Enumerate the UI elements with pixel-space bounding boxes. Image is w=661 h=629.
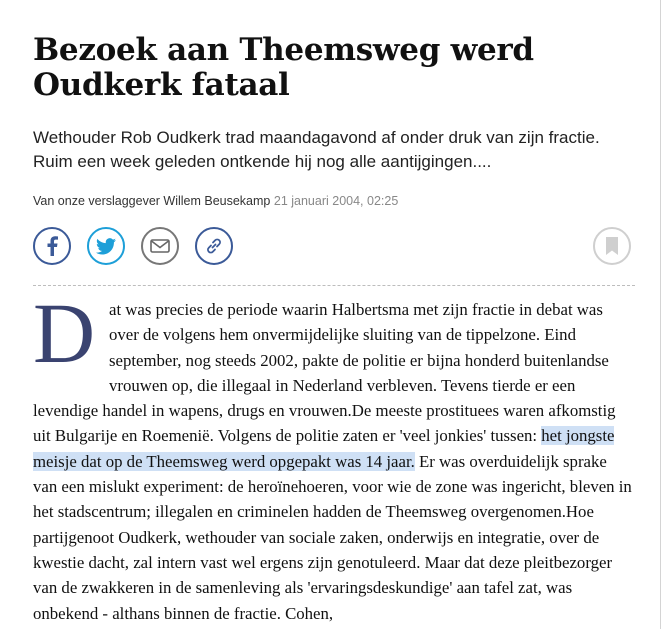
share-twitter-button[interactable] bbox=[87, 227, 125, 265]
highlighted-text: het jongste meisje dat op de Theemsweg werd opgepakt was 14 jaar. bbox=[33, 426, 615, 471]
body-text-part: Er was overduidelijk sprake van een mislukt experiment: de heroïnehoeren, voor wie de zone was ingericht, bleven in het stadscentrum; illegalen en criminelen hadden de Theemsweg overgenomen.Hoe partijgenoot Oudkerk, wethouder van sociale zaken, onderwijs en integratie, over de kwestie dacht, zal intern vast wel ergens zijn genotuleerd. Maar dat deze pleitbezorger van de zwakkeren in de samenleving als 'ervaringsdeskundige' aan tafel zat, was onbekend - althans binnen de fractie. Cohen, bbox=[33, 451, 632, 623]
divider bbox=[33, 285, 635, 286]
twitter-icon bbox=[96, 238, 116, 255]
article-body bbox=[33, 285, 635, 626]
dropcap: D bbox=[33, 285, 96, 381]
share-facebook-button[interactable] bbox=[33, 227, 71, 265]
author: Van onze verslaggever Willem Beusekamp bbox=[33, 194, 271, 208]
article-title: Bezoek aan Theemsweg werd Oudkerk fataal bbox=[33, 32, 534, 103]
share-bar bbox=[33, 227, 635, 269]
byline bbox=[33, 192, 635, 210]
bookmark-icon bbox=[606, 237, 618, 255]
bookmark-button[interactable] bbox=[593, 227, 631, 265]
share-link-button[interactable] bbox=[195, 227, 233, 265]
body-text-part: at was precies de periode waarin Halbertsma met zijn fractie in debat was over de volgens hem onvermijdelijke sluiting van de tippelzone. Eind september, nog steeds 2002, pakte de politie er bijna honderd buitenlandse vrouwen op, die illegaal in Nederland verbleven. Tevens tierde er een levendige handel in wapens, drugs en vrouwen.De meeste prostituees waren afkomstig uit Bulgarije en Roemenië. Volgens de politie zaten er 'veel jonkies' tussen: bbox=[33, 300, 616, 446]
link-icon bbox=[204, 236, 224, 256]
share-mail-button[interactable] bbox=[141, 227, 179, 265]
mail-icon bbox=[150, 239, 170, 253]
article-lead: Wethouder Rob Oudkerk trad maandagavond af onder druk van zijn fractie. Ruim een week geleden ontkende hij nog alle aantijgingen.... bbox=[33, 128, 600, 171]
publish-date: 21 januari 2004, 02:25 bbox=[273, 194, 399, 208]
facebook-icon bbox=[45, 236, 59, 256]
